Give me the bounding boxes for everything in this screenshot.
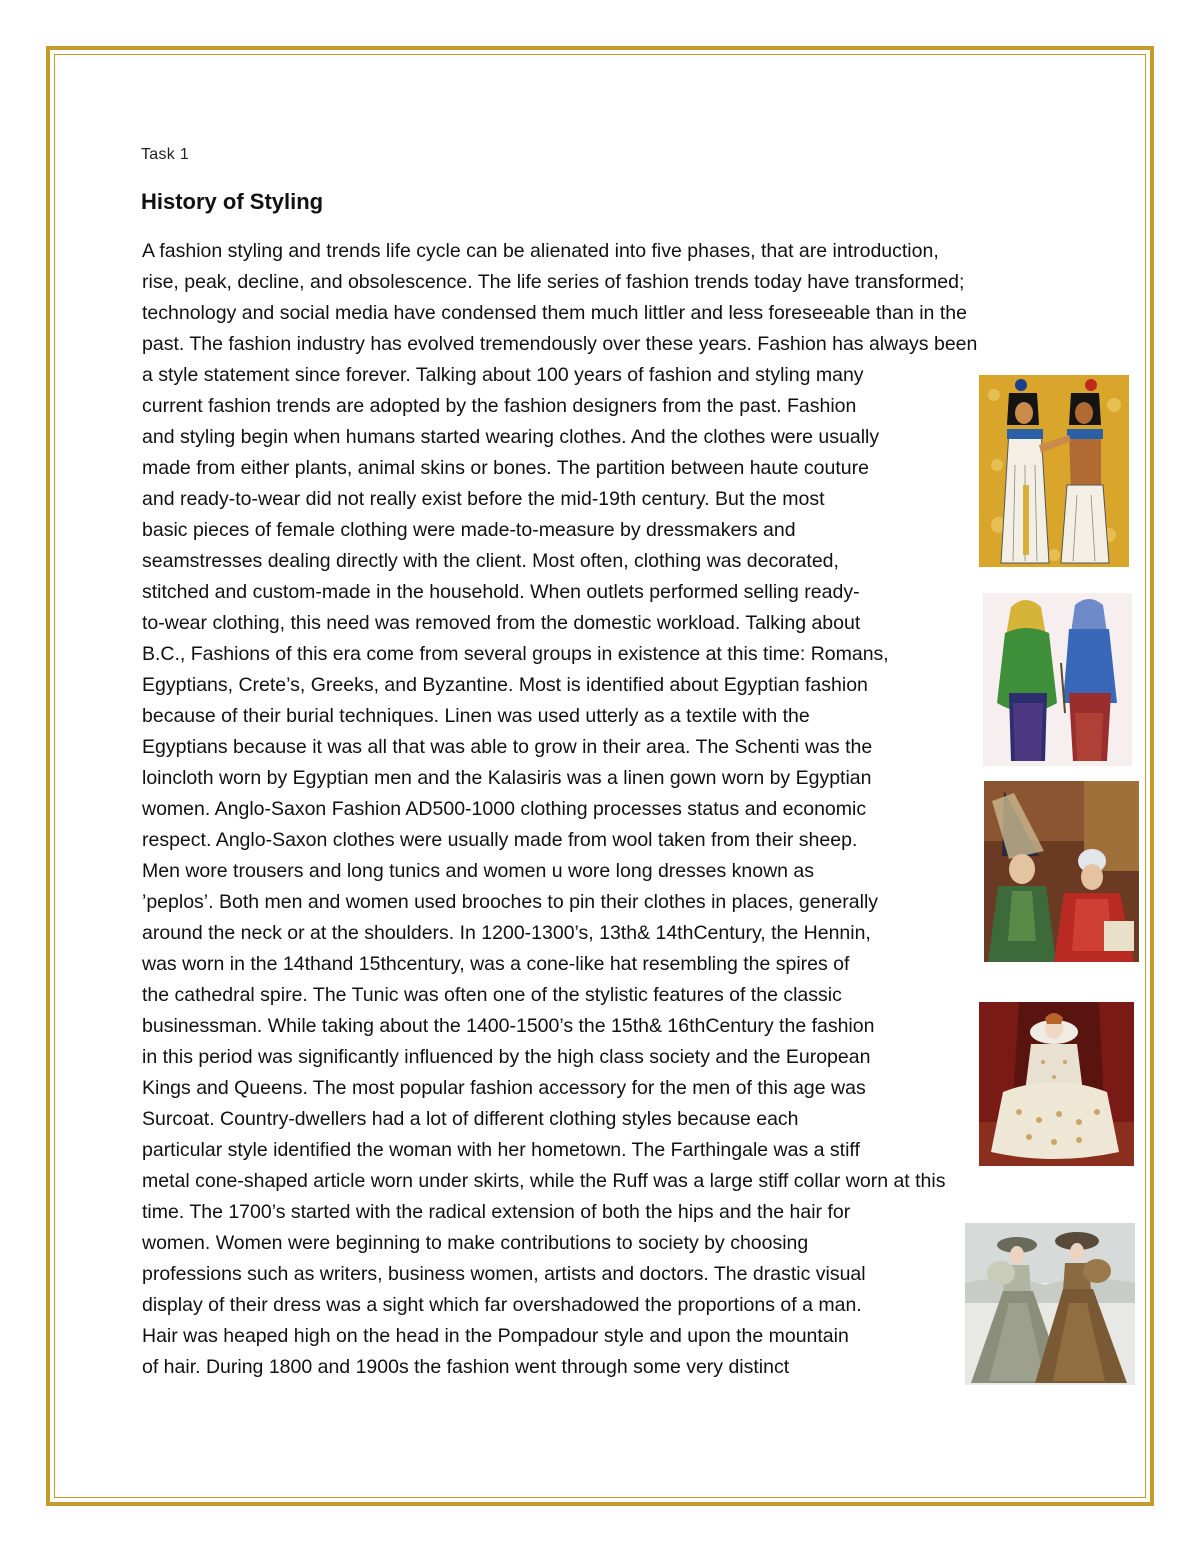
- body-line: past. The fashion industry has evolved tremendously over these years. Fashion has always been: [142, 333, 978, 355]
- body-line: rise, peak, decline, and obsolescence. The life series of fashion trends today have transformed;: [142, 271, 965, 293]
- body-line: display of their dress was a sight which far overshadowed the proportions of a man.: [142, 1294, 862, 1316]
- body-line: technology and social media have condensed them much littler and less foreseeable than in the: [142, 302, 967, 324]
- body-line: the cathedral spire. The Tunic was often one of the stylistic features of the classic: [142, 984, 842, 1006]
- body-line: women. Anglo-Saxon Fashion AD500-1000 clothing processes status and economic: [142, 798, 867, 820]
- body-line: current fashion trends are adopted by the fashion designers from the past. Fashion: [142, 395, 857, 417]
- body-line: metal cone-shaped article worn under skirts, while the Ruff was a large stiff collar worn at this: [142, 1170, 946, 1192]
- body-line: Egyptians because it was all that was able to grow in their area. The Schenti was the: [142, 736, 873, 758]
- body-line: around the neck or at the shoulders. In 1200-1300’s, 13th& 14thCentury, the Hennin,: [142, 922, 871, 944]
- body-line: made from either plants, animal skins or bones. The partition between haute couture: [142, 457, 869, 479]
- body-line: time. The 1700’s started with the radical extension of both the hips and the hair for: [142, 1201, 851, 1223]
- body-line: B.C., Fashions of this era come from several groups in existence at this time: Romans,: [142, 643, 889, 665]
- body-line: Egyptians, Crete’s, Greeks, and Byzantine. Most is identified about Egyptian fashion: [142, 674, 868, 696]
- body-line: Surcoat. Country-dwellers had a lot of different clothing styles because each: [142, 1108, 799, 1130]
- task-label: Task 1: [141, 146, 190, 163]
- body-line: stitched and custom-made in the household. When outlets performed selling ready-: [142, 581, 860, 603]
- medieval-hennin-painting: [984, 781, 1139, 962]
- victorian-dresses-illustration: [965, 1223, 1135, 1385]
- body-line: and styling begin when humans started wearing clothes. And the clothes were usually: [142, 426, 880, 448]
- body-line: women. Women were beginning to make contributions to society by choosing: [142, 1232, 809, 1254]
- body-line: was worn in the 14thand 15thcentury, was a cone-like hat resembling the spires of: [142, 953, 850, 975]
- document-title: History of Styling: [141, 189, 324, 214]
- body-line: basic pieces of female clothing were made-to-measure by dressmakers and: [142, 519, 796, 541]
- body-line: professions such as writers, business women, artists and doctors. The drastic visual: [142, 1263, 866, 1285]
- body-line: in this period was significantly influenced by the high class society and the European: [142, 1046, 871, 1068]
- body-line: ’peplos’. Both men and women used brooches to pin their clothes in places, generally: [142, 891, 879, 913]
- body-line: loincloth worn by Egyptian men and the Kalasiris was a linen gown worn by Egyptian: [142, 767, 872, 789]
- body-line: respect. Anglo-Saxon clothes were usually made from wool taken from their sheep.: [142, 829, 858, 851]
- egyptian-couple-illustration: [979, 375, 1129, 567]
- body-line: particular style identified the woman with her hometown. The Farthingale was a stiff: [142, 1139, 860, 1161]
- body-line: Hair was heaped high on the head in the Pompadour style and upon the mountain: [142, 1325, 849, 1347]
- body-line: A fashion styling and trends life cycle can be alienated into five phases, that are introduction,: [142, 240, 939, 262]
- body-line: businessman. While taking about the 1400-1500’s the 15th& 16thCentury the fashion: [142, 1015, 875, 1037]
- body-line: Men wore trousers and long tunics and women u wore long dresses known as: [142, 860, 815, 882]
- elizabethan-portrait-painting: [979, 1002, 1134, 1166]
- body-line: to-wear clothing, this need was removed from the domestic workload. Talking about: [142, 612, 861, 634]
- body-line: because of their burial techniques. Linen was used utterly as a textile with the: [142, 705, 810, 727]
- body-line: Kings and Queens. The most popular fashion accessory for the men of this age was: [142, 1077, 866, 1099]
- body-line: of hair. During 1800 and 1900s the fashion went through some very distinct: [142, 1356, 790, 1378]
- body-line: a style statement since forever. Talking about 100 years of fashion and styling many: [142, 364, 864, 386]
- body-line: and ready-to-wear did not really exist before the mid-19th century. But the most: [142, 488, 825, 510]
- greek-robed-women-illustration: [983, 593, 1132, 766]
- body-text: [142, 236, 977, 1383]
- body-line: seamstresses dealing directly with the client. Most often, clothing was decorated,: [142, 550, 839, 572]
